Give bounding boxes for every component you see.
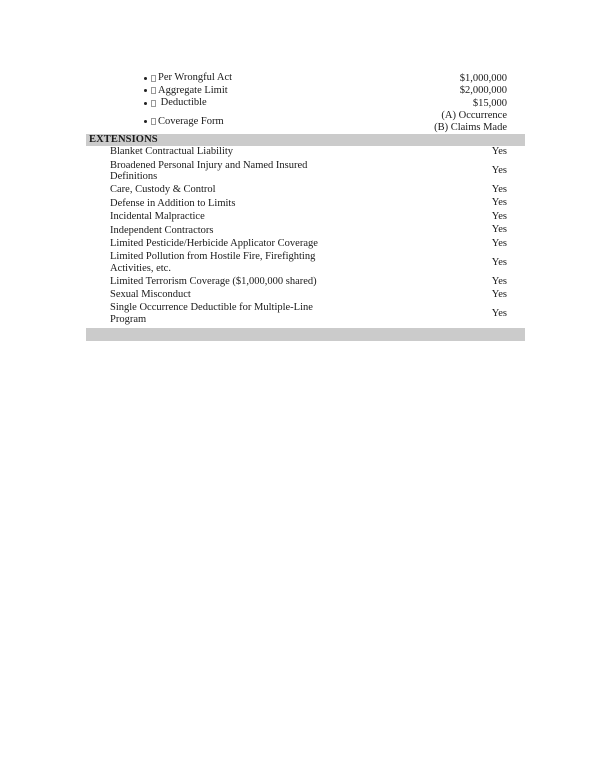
extension-label: Single Occurrence Deductible for Multiple-Line Program bbox=[110, 302, 313, 325]
limit-label: Per Wrongful Act bbox=[158, 72, 233, 84]
extension-row bbox=[86, 302, 525, 327]
extension-value: Yes bbox=[491, 146, 507, 158]
extension-label: Care, Custody & Control bbox=[110, 184, 216, 196]
limit-value-option-b: (B) Claims Made bbox=[434, 121, 507, 133]
missing-glyph-box-icon bbox=[151, 87, 156, 94]
bullet-icon bbox=[144, 120, 147, 123]
bullet-icon bbox=[144, 102, 147, 105]
extension-label: Sexual Misconduct bbox=[110, 289, 191, 301]
limit-value: $1,000,000 bbox=[459, 72, 507, 84]
missing-glyph-box-icon bbox=[151, 75, 156, 82]
limit-label-group bbox=[144, 116, 224, 128]
extension-value: Yes bbox=[491, 307, 507, 319]
extension-label: Broadened Personal Injury and Named Insured Definitions bbox=[110, 159, 308, 183]
limit-value-option-a: (A) Occurrence bbox=[441, 110, 507, 121]
limit-row-aggregate-limit bbox=[86, 85, 525, 98]
limit-value-group bbox=[434, 110, 507, 133]
limit-label-group bbox=[144, 97, 207, 109]
extension-value: Yes bbox=[491, 165, 507, 177]
extension-label: Limited Pollution from Hostile Fire, Firefighting Activities, etc. bbox=[110, 251, 316, 274]
extension-label: Defense in Addition to Limits bbox=[110, 197, 236, 209]
extension-row bbox=[86, 197, 525, 210]
missing-glyph-box-icon bbox=[151, 100, 156, 107]
extension-value: Yes bbox=[491, 237, 507, 249]
extension-row bbox=[86, 224, 525, 237]
limit-label: Coverage Form bbox=[158, 115, 224, 127]
limit-label-group bbox=[144, 85, 228, 97]
extension-row bbox=[86, 237, 525, 250]
limit-row-per-wrongful-act bbox=[86, 72, 525, 85]
extension-value: Yes bbox=[491, 256, 507, 268]
limit-row-deductible bbox=[86, 97, 525, 110]
limit-value: $2,000,000 bbox=[459, 85, 507, 96]
extension-row bbox=[86, 210, 525, 223]
table-footer-bar bbox=[86, 328, 525, 341]
bullet-icon bbox=[144, 77, 147, 80]
extensions-header: EXTENSIONS bbox=[86, 134, 525, 146]
limit-label-group bbox=[144, 72, 232, 84]
extension-row bbox=[86, 288, 525, 301]
extension-row bbox=[86, 146, 525, 159]
extension-value: Yes bbox=[491, 288, 507, 300]
extension-label: Limited Terrorism Coverage ($1,000,000 shared) bbox=[110, 275, 317, 287]
extension-value: Yes bbox=[491, 184, 507, 196]
extension-row bbox=[86, 275, 525, 288]
extension-label: Limited Pesticide/Herbicide Applicator Coverage bbox=[110, 237, 318, 249]
extension-value: Yes bbox=[491, 197, 507, 209]
bullet-icon bbox=[144, 89, 147, 92]
coverage-table bbox=[86, 72, 525, 341]
extension-label: Incidental Malpractice bbox=[110, 211, 205, 223]
extension-value: Yes bbox=[491, 210, 507, 222]
extension-row bbox=[86, 250, 525, 275]
missing-glyph-box-icon bbox=[151, 118, 156, 125]
limit-label: Deductible bbox=[158, 97, 207, 109]
limit-value: $15,000 bbox=[472, 97, 507, 109]
extension-value: Yes bbox=[491, 275, 507, 287]
extension-value: Yes bbox=[491, 224, 507, 236]
extension-row bbox=[86, 183, 525, 196]
limit-label: Aggregate Limit bbox=[158, 84, 228, 96]
limit-row-coverage-form bbox=[86, 110, 525, 134]
extension-row bbox=[86, 159, 525, 184]
extension-label: Independent Contractors bbox=[110, 224, 214, 236]
extension-label: Blanket Contractual Liability bbox=[110, 146, 234, 158]
